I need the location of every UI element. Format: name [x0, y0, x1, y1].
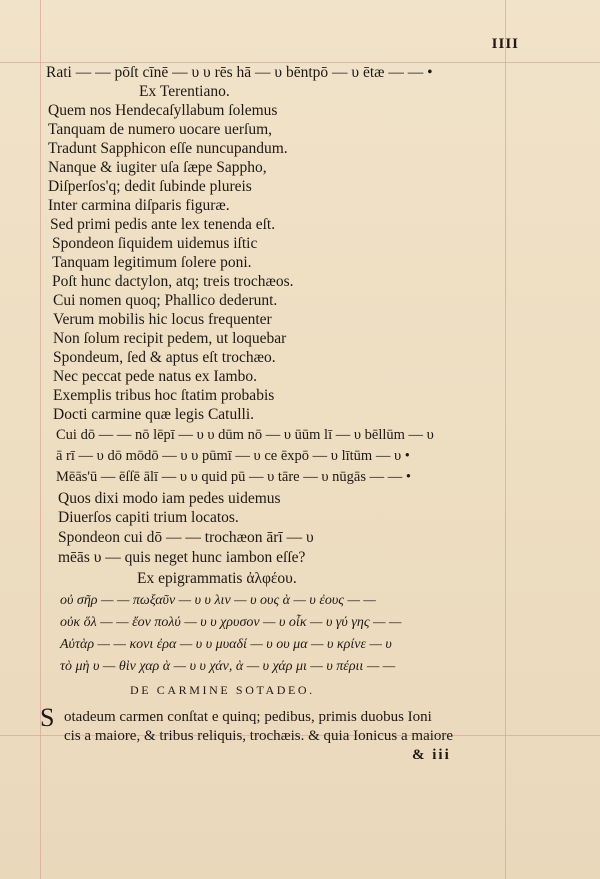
text-line: Tradunt Sapphicon eſſe nuncupandum. — [48, 140, 288, 157]
text-line: Diſperſos'q; dedit ſubinde plureis — [48, 178, 252, 195]
greek-scansion-line: οὐ σῆρ — — πωξαῦν — υ υ λιν — υ ους ὰ — υ ἐους — — — [60, 593, 376, 608]
text-line: Poſt hunc dactylon, atq; treis trochæos. — [52, 273, 294, 290]
greek-scansion-line: τὸ μὴ υ — θὶν χαρ ὰ — υ υ χάν, ὰ — υ χάρ μι — υ πέριι — — — [60, 659, 396, 674]
text-line: Exemplis tribus hoc ſtatim probabis — [53, 387, 275, 404]
text-line: Spondeum, ſed & aptus eſt trochæo. — [53, 349, 276, 366]
scansion-line: ā rī — υ dō mōdō — υ υ pūmī — υ ce ēxpō — υ lītūm — υ • — [56, 448, 410, 464]
greek-scansion-line: οὐκ ὅλ — — ἔον πολύ — υ υ χρυσον — υ οἶκ — υ γύ γης — — — [60, 615, 402, 630]
text-line: Spondeon cui dō — — trochæon ārī — υ — [58, 529, 314, 546]
text-line: Inter carmina diſparis figuræ. — [48, 197, 230, 214]
text-line: Diuerſos capiti trium locatos. — [58, 509, 239, 526]
text-line: Nanque & iugiter uſa ſæpe Sappho, — [48, 159, 267, 176]
text-line: Tanquam de numero uocare uerſum, — [48, 121, 273, 138]
greek-scansion-line: Αὐτὰρ — — κονι ἐρα — υ υ μυαδί — υ ου μα — υ κρίνε — υ — [60, 637, 392, 652]
signature-mark: & iii — [412, 747, 451, 763]
text-line: Cui nomen quoq; Phallico dederunt. — [53, 292, 278, 309]
text-line: Ex epigrammatis ἀλφέου. — [137, 570, 297, 587]
scansion-line: Mēās'ū — ēſſē ālī — υ υ quid pū — υ tāre — υ nūgās — — • — [56, 469, 411, 485]
ruled-line-left — [40, 0, 41, 879]
ruled-line-right — [505, 0, 506, 879]
text-line: Verum mobilis hic locus frequenter — [53, 311, 272, 328]
text-line: cis a maiore, & tribus reliquis, trochæis. & quia Ionicus a maiore — [64, 728, 454, 744]
text-line: Non ſolum recipit pedem, ut loquebar — [53, 330, 287, 347]
text-line: Nec peccat pede natus ex Iambo. — [53, 368, 257, 385]
text-line: otadeum carmen conſtat e quinq; pedibus, primis duobus Ioni — [64, 709, 432, 725]
text-line: Tanquam legitimum ſolere poni. — [52, 254, 252, 271]
text-line: Quos dixi modo iam pedes uidemus — [58, 490, 281, 507]
scansion-line: Cui dō — — nō lēpī — υ υ dūm nō — υ ūūm lī — υ bēllūm — υ — [56, 427, 434, 443]
text-line: Ex Terentiano. — [139, 83, 230, 100]
text-line: Spondeon ſiquidem uidemus iſtic — [52, 235, 258, 252]
text-line: Rati — — pōſt cīnē — υ υ rēs hā — υ bēntpō — υ ētæ — — • — [46, 64, 433, 81]
drop-capital: S — [40, 703, 55, 732]
section-heading: DE CARMINE SOTADEO. — [130, 683, 315, 697]
text-line: Sed primi pedis ante lex tenenda eſt. — [50, 216, 276, 233]
folio-number: IIII — [491, 36, 519, 52]
text-line: Quem nos Hendecaſyllabum ſolemus — [48, 102, 278, 119]
text-line: mēās υ — quis neget hunc iambon eſſe? — [58, 549, 306, 566]
text-line: Docti carmine quæ legis Catulli. — [53, 406, 255, 423]
